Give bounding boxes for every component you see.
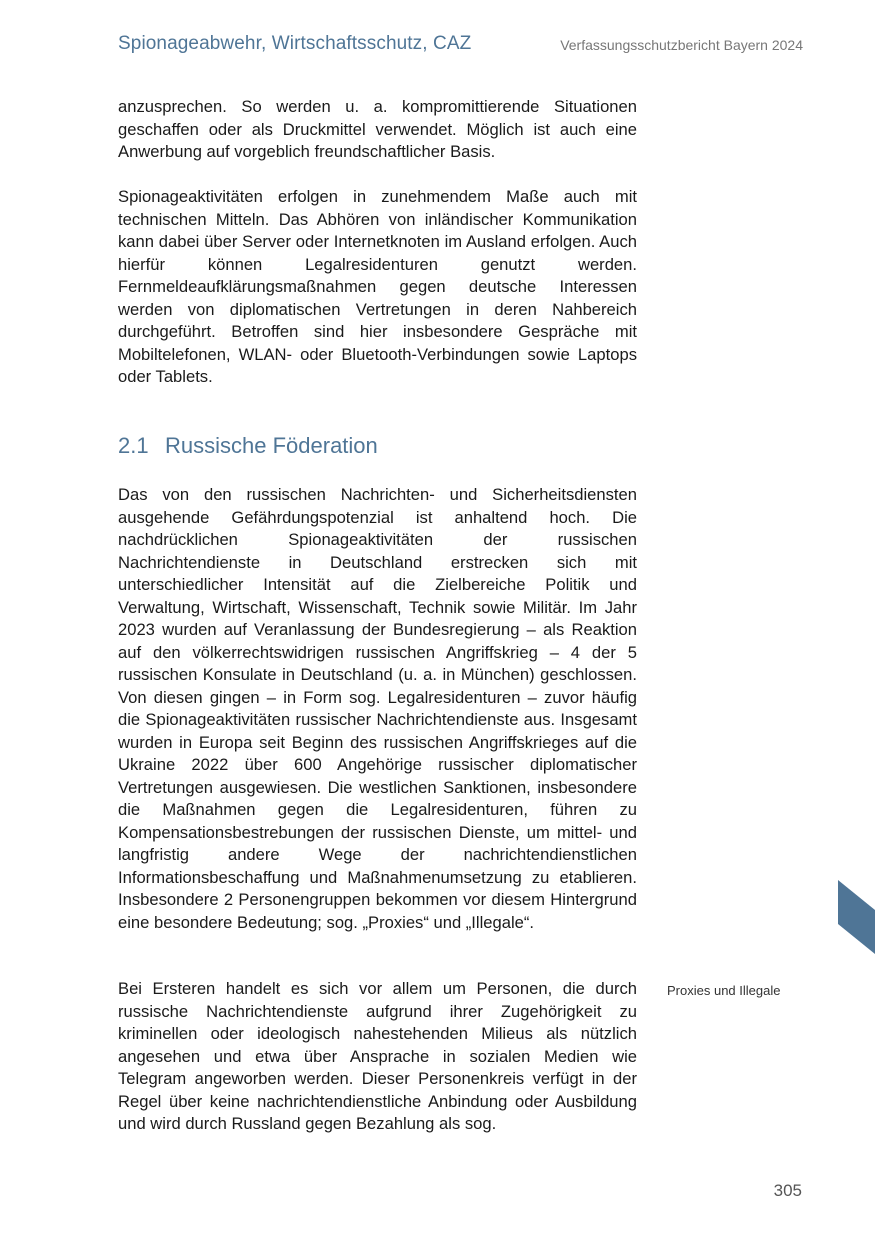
- section-title: Russische Föderation: [165, 433, 378, 458]
- paragraph-russian-threat: Das von den russischen Nachrichten- und Sicherheitsdiensten ausgehende Gefährdungspotenzial ist anhaltend hoch. Die nachdrücklichen Spionageaktivitäten der russischen Nachrichtendienste in Deutschland erstrecken sich mit unterschiedlicher Intensität auf die Zielbereiche Politik und Verwaltung, Wirtschaft, Wissenschaft, Technik sowie Militär. Im Jahr 2023 wurden auf Veranlassung der Bundesregierung – als Reaktion auf den völkerrechtswidrigen russischen Angriffskrieg – 4 der 5 russischen Konsulate in Deutschland (u. a. in München) geschlossen. Von diesen gingen – in Form sog. Legalresidenturen – zuvor häufig die Spionageaktivitäten russischer Nachrichtendienste aus. Insgesamt wurden in Europa seit Beginn des russischen Angriffskrieges auf die Ukraine 2022 über 600 Angehörige russischer diplomatischer Vertretungen ausgewiesen. Die westlichen Sanktionen, insbesondere die Maßnahmen gegen die Legalresidenturen, führen zu Kompensationsbestrebungen der russischen Dienste, um mittel- und langfristig andere Wege der nachrichtendienstlichen Informationsbeschaffung und Maßnahmenumsetzung zu etablieren. Insbesondere 2 Personengruppen bekommen vor diesem Hintergrund eine besondere Bedeutung; sog. „Proxies“ und „Illegale“.: [118, 485, 637, 932]
- paragraph-technical-espionage: Spionageaktivitäten erfolgen in zunehmendem Maße auch mit technischen Mitteln. Das Abhören von inländischer Kommunikation kann dabei über Server oder Internetknoten im Ausland erfolgen. Auch hierfür können Legalresidenturen genutzt werden. Fernmeldeaufklärungsmaßnahmen gegen deutsche Interessen werden von diplomatischen Vertretungen in deren Nahbereich durchgeführt. Betroffen sind hier insbesondere Gespräche mit Mobiltelefonen, WLAN- oder Bluetooth-Verbindungen sowie Laptops oder Tablets.: [118, 187, 637, 386]
- paragraph-proxies: Bei Ersteren handelt es sich vor allem um Personen, die durch russische Nachrichtendienste aufgrund ihrer Zugehörigkeit zu kriminellen oder ideologisch nahestehenden Milieus als nützlich angesehen und etwa über Ansprache in sozialen Medien wie Telegram angeworben werden. Dieser Personenkreis verfügt in der Regel über keine nachrichtendienstliche Anbindung oder Ausbildung und wird durch Russland gegen Bezahlung als sog.: [118, 979, 637, 1133]
- chapter-thumb-tab-shape: [838, 880, 875, 954]
- margin-note: Proxies und Illegale: [667, 983, 781, 998]
- paragraph-intro-continued: anzusprechen. So werden u. a. kompromittierende Situationen geschaffen oder als Druckmittel verwendet. Möglich ist auch eine Anwerbung auf vorgeblich freundschaftlicher Basis.: [118, 97, 637, 161]
- section-heading: [118, 433, 378, 459]
- chapter-thumb-tab: [838, 880, 875, 954]
- page-number: 305: [773, 1181, 802, 1200]
- section-number: 2.1: [118, 433, 149, 458]
- running-header-document: Verfassungsschutzbericht Bayern 2024: [560, 37, 803, 53]
- running-header-chapter: Spionageabwehr, Wirtschaftsschutz, CAZ: [118, 33, 472, 54]
